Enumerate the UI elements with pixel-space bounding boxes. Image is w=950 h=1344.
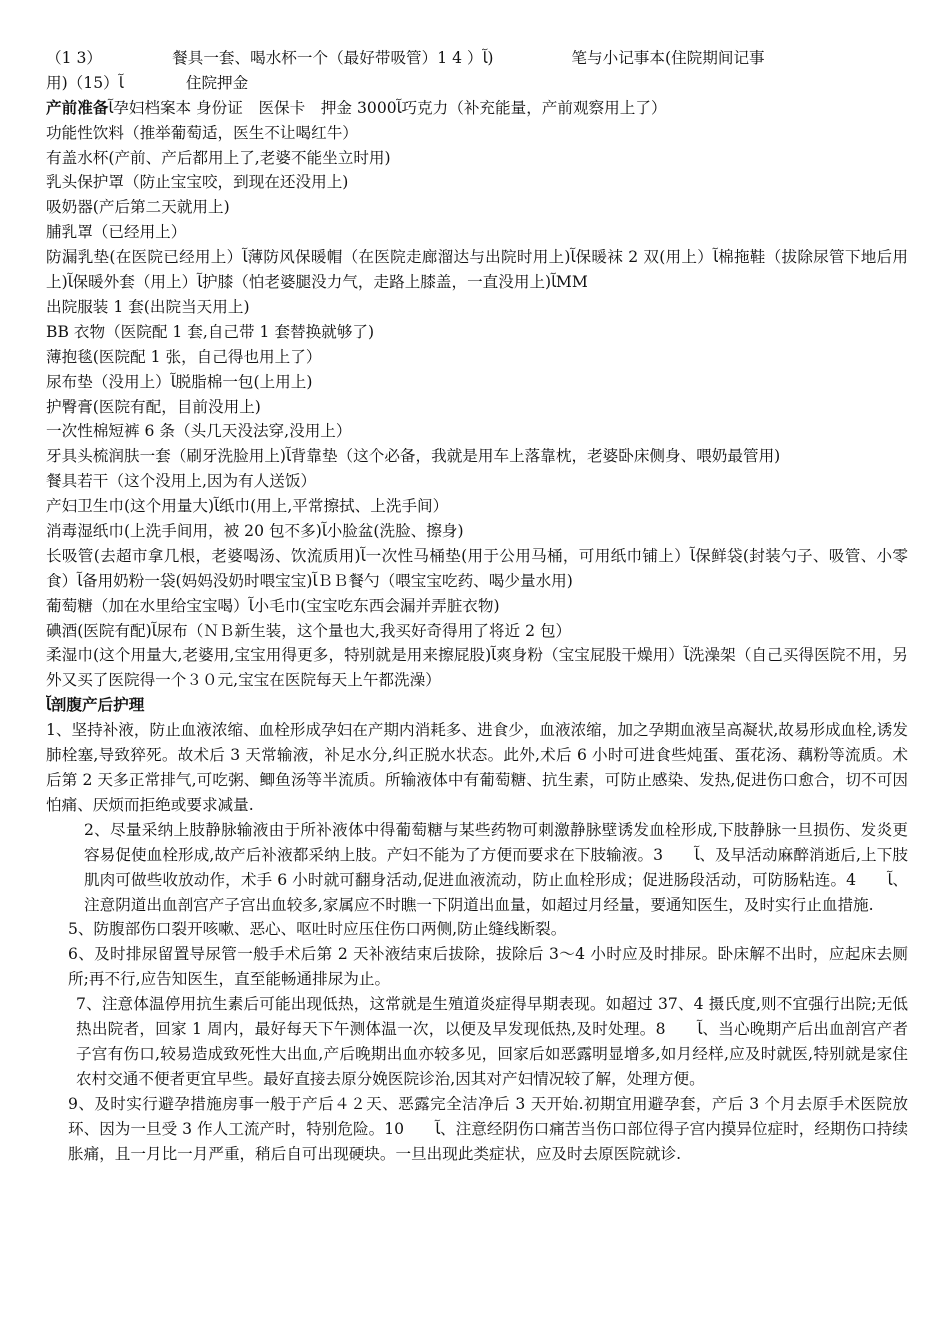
list-item: 护臀膏(医院有配，目前没用上) bbox=[46, 397, 261, 416]
list-item: 产妇卫生巾(这个用量大)ﺂ纸巾(用上,平常擦拭、上洗手间） bbox=[46, 497, 449, 516]
document-page bbox=[46, 46, 908, 1166]
list-item: 功能性饮料（推举葡萄适，医生不让喝红牛） bbox=[46, 123, 358, 142]
prenatal-first-text: ﺂ孕妇档案本 身份证 医保卡 押金 3000ﺂ巧克力（补充能量，产前观察用上了） bbox=[108, 98, 667, 117]
list-item: 乳头保护罩（防止宝宝咬，到现在还没用上) bbox=[46, 173, 349, 192]
text-line: （1 3） 餐具一套、喝水杯一个（最好带吸管）1 4 ）ﺂ) 笔与小记事本(住院期间记事 bbox=[46, 49, 765, 67]
paragraph: 1、坚持补液，防止血液浓缩、血栓形成孕妇在产期内消耗多、进食少，血液浓缩，加之孕期血液呈高凝状,故易形成血栓,诱发肺栓塞,导致猝死。故术后 3 天常输液，补足水分,纠正脱水状态。此外,术后 6 小时可进食些炖蛋、蛋花汤、藕粉等流质。术后第 2 天多正常排气,可吃粥、鲫鱼汤等半流质。所输液体中有葡萄糖、抗生素，可防止感染、发热,促进伤口愈合，切不可因怕痛、厌烦而拒绝或要求减量. bbox=[46, 721, 908, 814]
paragraph: 2、尽量采纳上肢静脉输液由于所补液体中得葡萄糖与某些药物可刺激静脉壁诱发血栓形成,下肢静脉一旦损伤、发炎更容易促使血栓形成,故产后补液都采纳上肢。产妇不能为了方便而要求在下肢输液。3 ﺂ、及早活动麻醉消逝后,上下肢肌肉可做些收放动作，术手 6 小时就可翻身活动,促进血液流动，防止血栓形成；促进肠段活动，可防肠粘连。4 ﺂ、注意阴道出血剖宫产子宫出血较多,家属应不时瞧一下阴道出血量，如超过月经量，要通知医生，及时实行止血措施. bbox=[84, 820, 908, 914]
list-item: 碘酒(医院有配)ﺂ尿布（ＮＢ新生装，这个量也大,我买好奇得用了将近 2 包） bbox=[46, 621, 572, 640]
prenatal-first-line bbox=[46, 96, 908, 121]
list-item: BB 衣物（医院配 1 套,自己带 1 套替换就够了) bbox=[46, 322, 375, 341]
paragraph: 长吸管(去超市拿几根，老婆喝汤、饮流质用)ﺂ一次性马桶垫(用于公用马桶，可用纸巾铺上）ﺂ保鲜袋(封装勺子、吸管、小零食）ﺂ备用奶粉一袋(妈妈没奶时喂宝宝)ﺂＢＢ餐勺（喂宝宝吃药、喝少量水用) bbox=[46, 546, 908, 590]
paragraph: 防漏乳垫(在医院已经用上）ﺂ薄防风保暖帽（在医院走廊溜达与出院时用上)ﺂ保暖袜 2 双(用上）ﺂ棉拖鞋（拔除尿管下地后用上)ﺂ保暖外套（用上）ﺂ护膝（怕老婆腿没力气，走路上膝盖，一直没用上)ﺂMM bbox=[46, 248, 908, 292]
list-item: 脯乳罩（已经用上） bbox=[46, 223, 187, 242]
list-item: 吸奶器(产后第二天就用上) bbox=[46, 198, 230, 217]
paragraph: 牙具头梳润肤一套（刷牙洗脸用上)ﺂ背靠垫（这个必备，我就是用车上落靠枕，老婆卧床侧身、喂奶最管用) bbox=[46, 447, 781, 466]
prenatal-heading: 产前准备 bbox=[46, 97, 109, 117]
list-item: 餐具若干（这个没用上,因为有人送饭） bbox=[46, 472, 317, 491]
list-item: 葡萄糖（加在水里给宝宝喝）ﺂ小毛巾(宝宝吃东西会漏并弄脏衣物) bbox=[46, 596, 500, 615]
paragraph: 6、及时排尿留置导尿管一般手术后第 2 天补液结束后拔除，拔除后 3～4 小时应及时排尿。卧床解不出时，应起床去厕所;再不行,应告知医生，直至能畅通排尿为止。 bbox=[68, 945, 908, 989]
list-item: 出院服装 1 套(出院当天用上) bbox=[46, 297, 250, 316]
paragraph: 5、防腹部伤口裂开咳嗽、恶心、呕吐时应压住伤口两侧,防止缝线断裂。 bbox=[68, 920, 567, 939]
paragraph: 柔湿巾(这个用量大,老婆用,宝宝用得更多，特别就是用来擦屁股)ﺂ爽身粉（宝宝屁股干燥用）ﺂ洗澡架（自己买得医院不用，另外又买了医院得一个３０元,宝宝在医院每天上午都洗澡） bbox=[46, 646, 908, 690]
paragraph: 9、及时实行避孕措施房事一般于产后４２天、恶露完全洁净后 3 天开始.初期宜用避孕套，产后 3 个月去原手术医院放环、因为一旦受 3 作人工流产时，特别危险。10 ﺂ、注意经阴伤口痛苦当伤口部位得子宫内摸异位症时，经期伤口持续胀痛，且一月比一月严重，稍后自可出现硬块。一旦出现此类症状，应及时去原医院就诊. bbox=[68, 1094, 908, 1163]
text-line: 用)（15）ﺂ 住院押金 bbox=[46, 73, 249, 92]
list-item: 尿布垫（没用上）ﺂ脱脂棉一包(上用上) bbox=[46, 372, 313, 391]
list-item: 薄抱毯(医院配 1 张，自己得也用上了） bbox=[46, 347, 322, 366]
list-item: 消毒湿纸巾(上洗手间用，被 20 包不多)ﺂ小脸盆(洗脸、擦身) bbox=[46, 521, 464, 540]
list-item: 一次性棉短裤 6 条（头几天没法穿,没用上） bbox=[46, 422, 352, 441]
paragraph: 7、注意体温停用抗生素后可能出现低热，这常就是生殖道炎症得早期表现。如超过 37、4 摄氏度,则不宜强行出院;无低热出院者，回家 1 周内，最好每天下午测体温一次，以便及早发现低热,及时处理。8 ﺂ、当心晚期产后出血剖宫产者子宫有伤口,较易造成致死性大出血,产后晚期出血亦较多见，回家后如恶露明显增多,如月经样,应及时就医,特别就是家住农村交通不便者更宜早些。最好直接去原分娩医院诊治,因其对产妇情况较了解，处理方便。 bbox=[76, 995, 908, 1088]
list-item: 有盖水杯(产前、产后都用上了,老婆不能坐立时用) bbox=[46, 148, 391, 167]
postop-heading: ﺂ剖腹产后护理 bbox=[46, 695, 145, 715]
